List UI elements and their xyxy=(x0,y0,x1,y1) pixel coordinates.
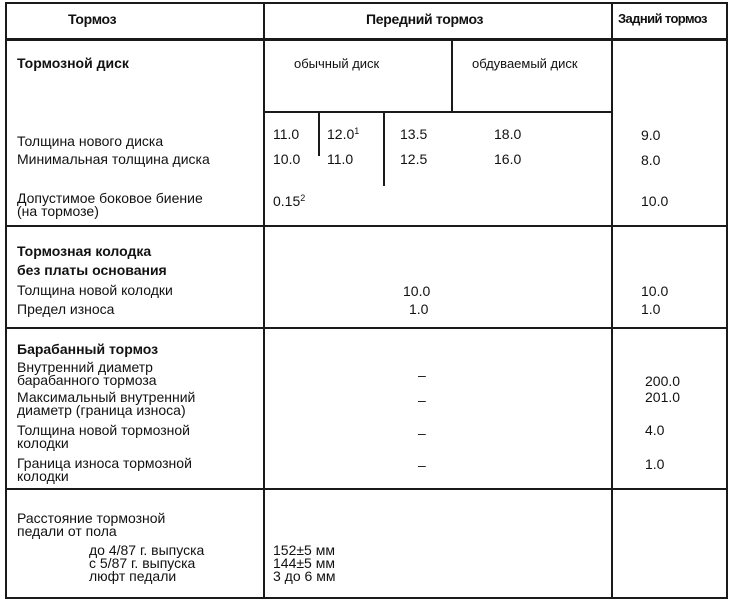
header-front: Передний тормоз xyxy=(366,11,484,27)
disc-min-value: 12.5 xyxy=(400,151,428,167)
pedal-sub-2: с 5/87 г. выпуска xyxy=(89,555,196,571)
rule-header-bottom xyxy=(5,38,728,41)
pad-front-new: 10.0 xyxy=(403,283,431,299)
drum-shoe-new-2: колодки xyxy=(17,435,69,451)
drum-front-dash: – xyxy=(418,367,426,383)
pedal-sub-3: люфт педали xyxy=(89,568,177,584)
disc-type-plain: обычный диск xyxy=(294,56,380,71)
drum-inner-d-1: Внутренний диаметр xyxy=(17,359,153,375)
pad-rear-limit: 1.0 xyxy=(641,301,661,317)
disc-min-thickness-label: Минимальная толщина диска xyxy=(17,151,210,167)
pad-title-1: Тормозная колодка xyxy=(17,243,152,259)
disc-new-thickness-label: Толщина нового диска xyxy=(17,133,164,149)
drum-front-dash: – xyxy=(418,425,426,441)
pad-title-2: без платы основания xyxy=(17,262,167,278)
header-rear: Задний тормоз xyxy=(618,11,707,26)
drum-title: Барабанный тормоз xyxy=(17,341,159,357)
disc-new-value: 13.5 xyxy=(400,126,428,142)
pedal-label-2: педали от пола xyxy=(17,523,117,539)
disc-min-value: 11.0 xyxy=(327,151,354,167)
rule-vented-split xyxy=(451,40,453,113)
pad-rear-new: 10.0 xyxy=(641,283,669,299)
disc-rear-min: 8.0 xyxy=(641,152,661,168)
rule-top xyxy=(5,2,728,4)
disc-new-value: 18.0 xyxy=(494,126,522,142)
drum-rear-max-d: 201.0 xyxy=(645,389,681,405)
drum-max-d-2: диаметр (граница износа) xyxy=(17,402,186,418)
drum-front-dash: – xyxy=(418,392,426,408)
header-brake: Тормоз xyxy=(68,11,117,27)
pedal-label-1: Расстояние тормозной xyxy=(17,510,166,526)
pedal-val-2: 144±5 мм xyxy=(273,555,335,571)
pad-new-label: Толщина новой колодки xyxy=(17,282,173,298)
pad-limit-label: Предел износа xyxy=(17,301,115,317)
drum-rear-inner-d: 200.0 xyxy=(645,373,681,389)
disc-new-value: 12.0$^1$ xyxy=(327,126,360,142)
disc-min-value: 16.0 xyxy=(494,151,522,167)
rule-col1 xyxy=(263,2,265,599)
rule-pad-section xyxy=(5,327,728,329)
disc-runout-label-2: (на тормозе) xyxy=(17,203,99,219)
rule-drum-section xyxy=(5,488,728,490)
rule-col-rear xyxy=(611,2,613,599)
rule-disc-section xyxy=(5,225,728,227)
pad-front-limit: 1.0 xyxy=(409,301,429,317)
rule-sub-2 xyxy=(383,111,385,186)
drum-max-d-1: Максимальный внутренний xyxy=(17,389,196,405)
drum-shoe-limit-1: Граница износа тормозной xyxy=(17,455,192,471)
disc-runout-label-1: Допустимое боковое биение xyxy=(17,190,203,206)
disc-min-value: 10.0 xyxy=(273,151,301,167)
drum-rear-shoe-limit: 1.0 xyxy=(645,456,665,472)
pedal-sub-1: до 4/87 г. выпуска xyxy=(89,542,205,558)
drum-shoe-new-1: Толщина новой тормозной xyxy=(17,422,190,438)
drum-rear-shoe-new: 4.0 xyxy=(645,422,665,438)
disc-type-vented: обдуваемый диск xyxy=(472,56,578,71)
pedal-val-1: 152±5 мм xyxy=(273,542,335,558)
rule-bottom xyxy=(5,597,728,599)
disc-new-value: 11.0 xyxy=(273,126,300,142)
disc-runout-front: 0.15$^2$ xyxy=(273,193,306,209)
disc-rear-new: 9.0 xyxy=(641,127,661,143)
disc-title: Тормозной диск xyxy=(17,55,129,71)
rule-left xyxy=(5,2,7,599)
drum-inner-d-2: барабанного тормоза xyxy=(17,372,157,388)
rule-right xyxy=(726,2,728,599)
disc-runout-rear: 10.0 xyxy=(641,193,669,209)
drum-front-dash: – xyxy=(418,457,426,473)
pedal-val-3: 3 до 6 мм xyxy=(273,568,336,584)
drum-shoe-limit-2: колодки xyxy=(17,468,69,484)
rule-sub-1 xyxy=(318,111,320,156)
